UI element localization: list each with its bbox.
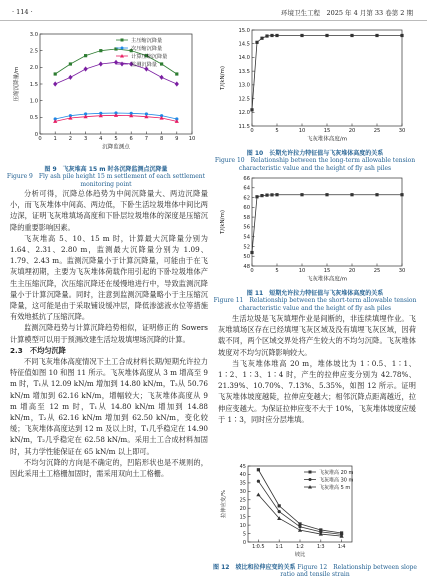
y-tick-label: 40 — [239, 472, 246, 479]
y-tick-label: 58 — [243, 214, 250, 221]
y-tick-label: 45 — [239, 463, 246, 470]
fig9-caption-zh: 图 9 飞灰堆高 15 m 时各沉降监测点沉降量 — [44, 166, 168, 173]
legend-label: 飞灰堆高 20 m — [319, 469, 354, 476]
data-point — [160, 75, 164, 80]
data-point — [54, 72, 57, 75]
data-point — [121, 39, 124, 42]
x-tick-label: 30 — [398, 128, 406, 135]
x-axis-label: 坡比 — [294, 552, 306, 558]
y-axis-label: 拉伸应变/% — [221, 489, 227, 519]
y-tick-label: 2.0 — [29, 65, 38, 72]
data-point — [260, 37, 263, 40]
data-point — [265, 194, 268, 197]
x-tick-label: 7 — [144, 136, 149, 143]
x-tick-label: 1∶1 — [275, 544, 284, 550]
y-tick-label: 2.5 — [29, 48, 38, 55]
data-point — [270, 193, 273, 196]
y-axis-label: T/(kN/m) — [220, 209, 226, 235]
data-point — [99, 49, 102, 52]
x-tick-label: 1∶0.5 — [252, 544, 265, 550]
y-tick-label: 10 — [239, 522, 246, 529]
series-line — [252, 35, 402, 109]
data-point — [375, 34, 378, 37]
y-tick-label: 3.0 — [29, 31, 38, 38]
y-axis-label: 压缩沉降量/m — [14, 66, 20, 102]
data-point — [298, 528, 302, 532]
fig11-caption-zh: 图 11 短期允许拉力特征值与飞灰堆体高度的关系 — [246, 290, 384, 297]
data-point — [325, 34, 328, 37]
data-point — [298, 522, 301, 525]
y-tick-label: 15.0 — [238, 27, 250, 34]
x-tick-label: 15 — [323, 268, 331, 275]
y-tick-label: 66 — [243, 175, 250, 182]
data-point — [278, 510, 281, 513]
y-tick-label: 12.5 — [238, 96, 250, 103]
fig10-chart — [214, 24, 416, 150]
x-tick-label: 0 — [250, 268, 254, 275]
data-point — [278, 504, 281, 507]
x-tick-label: 10 — [298, 128, 306, 135]
y-tick-label: 64 — [243, 185, 250, 192]
x-tick-label: 2 — [68, 136, 73, 143]
x-axis-label: 飞灰堆体高度/m — [306, 136, 348, 143]
page-number: · 114 · — [12, 8, 33, 16]
paragraph: 分析可得，沉降总体趋势为中间沉降量大、两边沉降量小，而飞灰堆体中间高、两边低，下卧生活垃圾堆体中间比两边深，证明飞灰堆填场高度和下卧层垃圾堆体的深度是压缩沉降的重要影响因素。 — [10, 189, 208, 232]
fig10-caption-en: Figure 10 Relationship between the long-term allowable tension characteristic value and the height of fly ash piles — [214, 157, 416, 172]
y-tick-label: 14.0 — [238, 55, 250, 62]
y-tick-label: 15 — [239, 514, 246, 521]
y-tick-label: 48 — [243, 263, 250, 270]
y-tick-label: 20 — [239, 505, 246, 512]
x-tick-label: 25 — [373, 268, 381, 275]
data-point — [375, 193, 378, 196]
data-point — [300, 34, 303, 37]
data-point — [298, 525, 301, 528]
data-point — [350, 34, 353, 37]
data-point — [120, 62, 124, 67]
x-tick-label: 0 — [38, 136, 42, 143]
data-point — [175, 81, 179, 86]
fig12-chart — [216, 462, 416, 562]
x-tick-label: 30 — [398, 268, 406, 275]
x-tick-label: 10 — [188, 136, 196, 143]
legend-label: 飞灰堆高 5 m — [319, 484, 351, 491]
x-tick-label: 8 — [159, 136, 164, 143]
x-axis-label: 飞灰堆体高度/m — [306, 276, 348, 283]
y-tick-label: 54 — [243, 234, 250, 241]
x-tick-label: 25 — [373, 128, 381, 135]
data-point — [68, 75, 72, 80]
data-point — [325, 193, 328, 196]
section-heading: 2.3 不均匀沉降 — [10, 345, 66, 355]
paragraph: 飞灰堆高 5、10、15 m 时，计算最大沉降量分别为 1.64、2.31、2.80 m，监测最大沉降量分别为 1.09、1.79、2.43 m。监测沉降量小于计算沉降量，可能由于在飞灰填埋初期，主要为飞灰堆体荷载作用引起的下卧垃圾堆体产生主压缩沉降，次压缩沉降还在缓慢地进行中，导致监测沉降量小于计算沉降量。同时，注意到监测沉降量略小于主压缩沉降量，这可能是由于采取铺设缓冲层，降低渗滤液水位等措施有效地抵抗了压缩沉降。 — [10, 233, 208, 322]
page-header — [0, 0, 427, 21]
data-point — [257, 480, 260, 483]
paragraph: 监测沉降趋势与计算沉降趋势相似，证明修正的 Sowers 计算模型可以用于预测改建生活垃圾填埋场沉降的计算。 — [10, 323, 208, 344]
y-tick-label: 13.0 — [238, 82, 250, 89]
legend-label: 计算压缩沉降量 — [131, 53, 168, 60]
fig9-chart — [8, 26, 204, 166]
x-tick-label: 1∶4 — [337, 544, 346, 550]
journal-info: 环境卫生工程 2025 年 4 月第 33 卷第 2 期 — [280, 9, 413, 17]
x-tick-label: 5 — [275, 128, 279, 135]
paragraph: 不同飞灰堆体高度情况下土工合成材料长期/短期允许拉力特征值如图 10 和图 11 所示。飞灰堆体高度从 3 m 增高至 9 m 时，T₁从 12.09 kN/m 增加到 14.80 kN/m，T₂从 50.76 kN/m 增加到 62.16 kN/m，增幅较大；飞灰堆体高度从 9 m 增高至 12 m 时，T₁从 14.80 kN/m 增加到 14.88 kN/m，T₂从 62.16 kN/m 增加到 62.50 kN/m，变化较缓；飞灰堆体高度达到 12 m 及以上时，T₁几乎稳定在 14.90 kN/m，T₂几乎稳定在 62.58 kN/m。采用土工合成材料加固时，其力学性能保证在 65 kN/m 以上即可。 — [10, 357, 208, 456]
paragraph: 当飞灰堆体堆高 20 m，堆体坡比为 1∶0.5、1∶1、1∶2、1∶3、1∶4 时，产生的拉伸应变分别为 42.78%、21.39%、10.70%、7.13%、5.35%，如图 12 所示。证明飞灰堆体坡度越陡，拉伸应变越大；相邻沉降点距离越近，拉伸应变越大。为保证拉伸应变不大于 10%，飞灰堆体坡度应缓于 1∶3，同时应分层堆填。 — [218, 358, 416, 424]
x-tick-label: 1∶2 — [296, 544, 304, 550]
y-tick-label: 50 — [243, 254, 250, 261]
left-text-column — [10, 188, 208, 479]
data-point — [255, 41, 258, 44]
fig9-caption-en: Figure 9 Fly ash pile height 15 m settlement of each settlement monitoring point — [6, 173, 206, 188]
data-point — [300, 193, 303, 196]
y-tick-label: 62 — [243, 195, 250, 202]
x-tick-label: 10 — [298, 268, 306, 275]
fig12-caption-zh: 图 12 坡比和拉伸应变的关系 — [213, 564, 296, 571]
y-tick-label: 1.0 — [29, 98, 38, 105]
x-axis-label: 沉降监测点 — [102, 144, 130, 151]
x-tick-label: 15 — [323, 128, 331, 135]
x-tick-label: 20 — [348, 268, 356, 275]
series-line — [252, 195, 402, 253]
data-point — [275, 34, 278, 37]
data-point — [265, 34, 268, 37]
y-tick-label: 0.5 — [29, 115, 38, 122]
data-point — [309, 478, 312, 481]
x-tick-label: 6 — [129, 136, 133, 143]
data-point — [250, 108, 253, 111]
y-tick-label: 14.5 — [238, 41, 250, 48]
y-tick-label: 35 — [239, 480, 246, 487]
x-tick-label: 4 — [99, 136, 103, 143]
paragraph: 生活垃圾是飞灰填埋作业是间断的，非连续填埋作业。飞灰堆填场区存在已经填埋飞灰区域及没有填埋飞灰区域，因荷载不同，两个区域交界处将产生较大的不均匀沉降。飞灰堆体坡度对不均匀沉降影响较大。 — [218, 314, 416, 357]
x-tick-label: 5 — [275, 268, 279, 275]
data-point — [260, 194, 263, 197]
legend-label: 次压缩沉降量 — [131, 45, 163, 52]
fig11-caption-en: Figure 11 Relationship between the short-term allowable tension characteristic value and the height of fly ash piles — [213, 297, 417, 312]
data-point — [256, 493, 260, 497]
fig12-caption-en: Figure 12 Relationship between slope ratio and tensile strain — [280, 564, 417, 579]
x-tick-label: 0 — [250, 128, 254, 135]
right-text-column — [218, 313, 416, 425]
y-tick-label: 25 — [239, 497, 246, 504]
data-point — [53, 81, 57, 86]
data-point — [99, 61, 103, 66]
x-tick-label: 1∶3 — [316, 544, 325, 550]
data-point — [175, 72, 178, 75]
y-tick-label: 52 — [243, 244, 250, 251]
data-point — [69, 62, 72, 65]
y-tick-label: 12.0 — [238, 110, 250, 117]
y-tick-label: 5 — [242, 531, 246, 538]
y-tick-label: 0 — [242, 539, 246, 546]
plot-frame — [252, 178, 402, 266]
x-tick-label: 5 — [114, 136, 118, 143]
x-tick-label: 3 — [83, 136, 88, 143]
y-tick-label: 56 — [243, 224, 250, 231]
data-point — [84, 66, 88, 71]
data-point — [255, 195, 258, 198]
y-tick-label: 13.5 — [238, 68, 250, 75]
fig11-chart — [214, 172, 416, 290]
data-point — [400, 34, 403, 37]
data-point — [121, 47, 124, 50]
series-line — [55, 62, 177, 84]
data-point — [250, 251, 253, 254]
fig12-caption-line — [212, 564, 418, 579]
data-point — [275, 193, 278, 196]
data-point — [400, 193, 403, 196]
y-tick-label: 1.5 — [29, 81, 38, 88]
y-tick-label: 60 — [243, 205, 250, 212]
x-tick-label: 20 — [348, 128, 356, 135]
legend-label: 飞灰堆高 30 m — [319, 477, 354, 484]
x-tick-label: 9 — [175, 136, 179, 143]
y-tick-label: 30 — [239, 489, 246, 496]
data-point — [309, 471, 312, 474]
data-point — [160, 62, 163, 65]
plot-frame — [252, 30, 402, 126]
fig10-caption-zh: 图 10 长期允许拉力特征值与飞灰堆体高度的关系 — [246, 150, 384, 157]
paragraph: 不均匀沉降的方向是不确定的，凹陷形状也是不规则的，因此采用土工格栅加固时，需采用双向土工格栅。 — [10, 457, 208, 479]
data-point — [257, 468, 260, 471]
fig12-caption — [212, 564, 418, 579]
fig11-caption — [212, 290, 418, 312]
legend-label: 主压缩沉降量 — [131, 37, 163, 44]
y-tick-label: 0 — [34, 131, 38, 138]
data-point — [350, 193, 353, 196]
fig10-caption — [212, 150, 418, 172]
data-point — [270, 34, 273, 37]
legend-label: 监测沉降量 — [131, 61, 157, 68]
fig9-caption — [6, 166, 206, 188]
x-tick-label: 1 — [53, 136, 57, 143]
y-tick-label: 11.5 — [238, 123, 250, 130]
data-point — [84, 54, 87, 57]
y-axis-label: T/(kN/m) — [220, 65, 226, 91]
